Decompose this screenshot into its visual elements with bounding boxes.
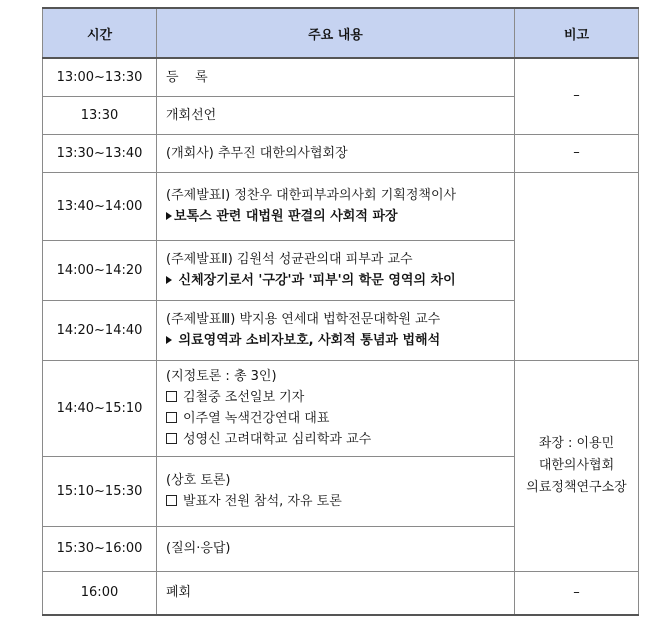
row-time: 14:20~14:40 [43,300,157,360]
note-closing: – [515,571,639,615]
note-opening: – [515,134,639,172]
row-time: 13:30~13:40 [43,134,157,172]
content-line: 의료영역과 소비자보호, 사회적 통념과 법해석 [174,333,441,348]
table-row [43,172,639,240]
checkbox-square-icon [166,412,177,423]
table-row [43,571,639,615]
checkbox-square-icon [166,391,177,402]
row-content [157,360,515,456]
header-content: 주요 내용 [157,8,515,58]
schedule-table [42,7,639,616]
row-content [157,300,515,360]
content-line: (개회사) 추무진 대한의사협회장 [166,145,348,161]
table-row [43,134,639,172]
header-time: 시간 [43,8,157,58]
header-note: 비고 [515,8,639,58]
content-line: 김철중 조선일보 기자 [183,390,305,405]
content-line: 발표자 전원 참석, 자유 토론 [183,494,342,509]
content-line: (주제발표Ⅲ) 박지용 연세대 법학전문대학원 교수 [166,312,441,327]
row-content [157,172,515,240]
row-content [157,456,515,526]
content-line: 보톡스 관련 대법원 판결의 사회적 파장 [174,209,398,224]
chair-line: 대한의사협회 [538,457,615,473]
content-line: 성영신 고려대학교 심리학과 교수 [183,432,372,447]
checkbox-square-icon [166,495,177,506]
content-line: 신체장기로서 '구강'과 '피부'의 학문 영역의 차이 [174,273,456,288]
content-subtitle [166,270,514,291]
row-time: 15:10~15:30 [43,456,157,526]
row-time: 13:40~14:00 [43,172,157,240]
content-line: 폐회 [166,585,192,601]
note-registration: – [515,58,639,134]
content-line: (주제발표Ⅰ) 정찬우 대한피부과의사회 기획정책이사 [166,188,457,203]
header-row [43,8,639,58]
content-subtitle [166,330,514,351]
table-row [43,360,639,456]
list-item [166,387,514,408]
content-line: (질의·응답) [166,541,231,556]
row-time: 14:40~15:10 [43,360,157,456]
triangle-bullet-icon [166,276,172,284]
chair-line: 좌장 : 이용민 [538,435,615,451]
row-time: 15:30~16:00 [43,526,157,571]
content-line: 등 록 [166,69,208,85]
note-chair [515,360,639,571]
row-time: 13:30 [43,96,157,134]
content-line: (지정토론 : 총 3인) [166,369,277,384]
row-time: 14:00~14:20 [43,240,157,300]
list-item [166,491,514,512]
content-line: 이주열 녹색건강연대 대표 [183,411,330,426]
content-line: (주제발표Ⅱ) 김원석 성균관의대 피부과 교수 [166,252,413,267]
row-content [157,58,515,96]
content-subtitle [166,206,514,227]
table-row [43,58,639,96]
triangle-bullet-icon [166,336,172,344]
row-content [157,96,515,134]
list-item [166,408,514,429]
note-empty [515,172,639,360]
list-item [166,429,514,450]
row-content [157,571,515,615]
row-time: 13:00~13:30 [43,58,157,96]
row-content [157,240,515,300]
content-line: 개회선언 [166,107,217,123]
triangle-bullet-icon [166,212,172,220]
row-time: 16:00 [43,571,157,615]
content-line: (상호 토론) [166,473,231,488]
chair-line: 의료정책연구소장 [526,479,627,495]
checkbox-square-icon [166,433,177,444]
row-content [157,526,515,571]
row-content [157,134,515,172]
